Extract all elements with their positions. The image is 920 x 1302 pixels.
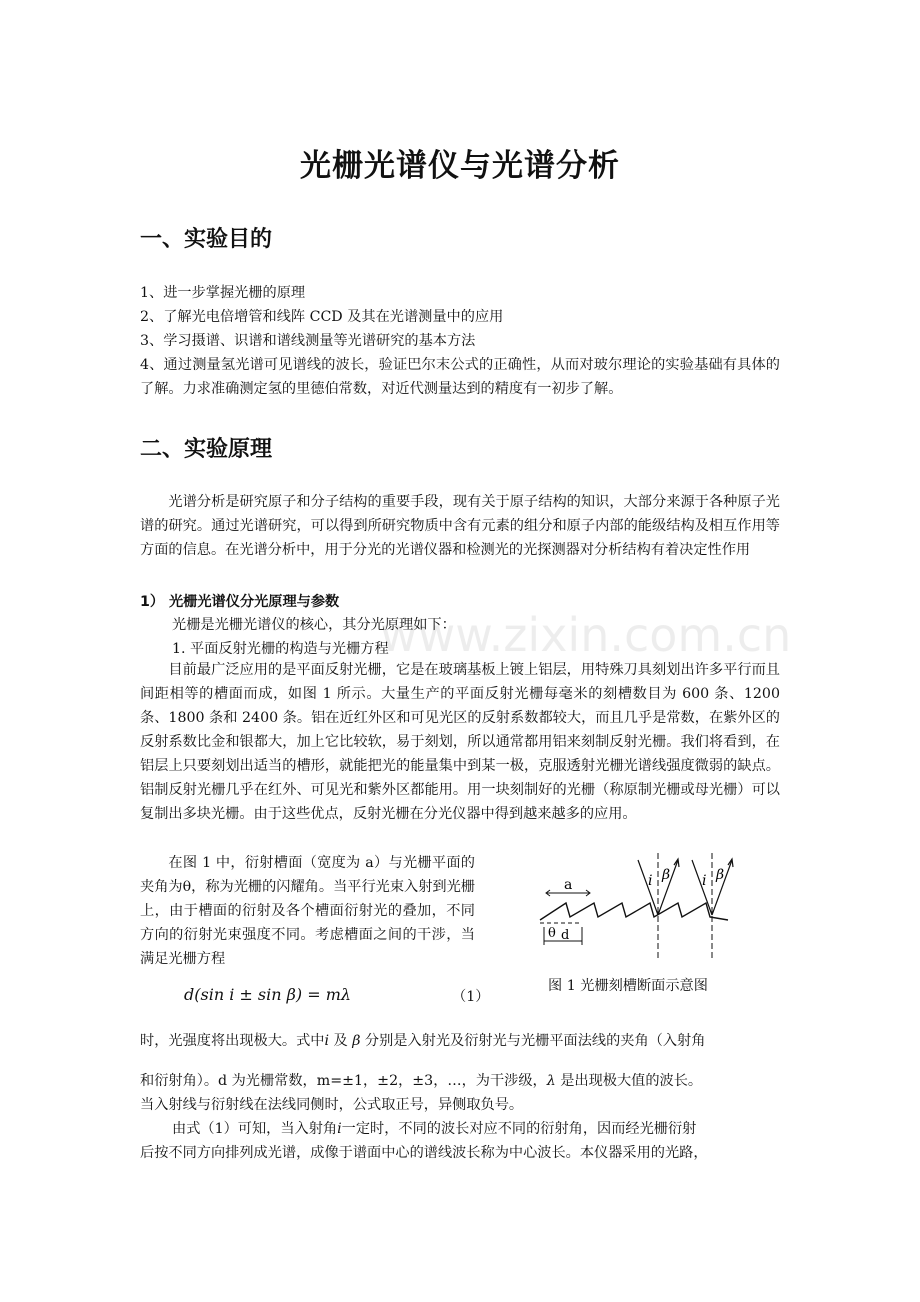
grating-equation: d(sin i ± sin β) = mλ <box>184 985 351 1004</box>
grating-description-paragraph: 目前最广泛应用的是平面反射光栅，它是在玻璃基板上镀上铝层，用特殊刀具刻划出许多平行而且间距相等的槽面而成，如图 1 所示。大量生产的平面反射光栅每毫米的刻槽数目为 600 条、1200 条、1800 条和 2400 条。铝在近红外区和可见光区的反射系数都较大，而且几乎是常数，在紫外区的反射系数比金和银都大，加上它比较软，易于刻划，所以通常都用铝来刻制反射光栅。我们将看到，在铝层上只要刻划出适当的槽形，就能把光的能量集中到某一极，克服透射光栅光谱线强度微弱的缺点。铝制反射光栅几乎在红外、可见光和紫外区都能用。用一块刻制好的光栅（称原制光栅或母光栅）可以复制出多块光栅。由于这些优点，反射光栅在分光仪器中得到越来越多的应用。 <box>140 662 780 822</box>
section-heading-principle: 二、实验原理 <box>140 437 273 462</box>
grating-core-line: 光栅是光栅光谱仪的核心，其分光原理如下： <box>172 617 456 633</box>
label-beta-1: β <box>662 867 671 883</box>
label-a: a <box>564 877 573 893</box>
label-i-1: i <box>648 873 653 889</box>
figure-description-paragraph: 在图 1 中，衍射槽面（宽度为 a）与光栅平面的夹角为θ，称为光栅的闪耀角。当平行光束入射到光栅上，由于槽面的衍射及各个槽面衍射光的叠加，不同方向的衍射光束强度不同。考虑槽面之间的干涉，当满足光栅方程 <box>140 855 475 967</box>
purpose-item-4: 4、通过测量氢光谱可见谱线的波长，验证巴尔末公式的正确性，从而对玻尔理论的实验基础有具体的了解。力求准确测定氢的里德伯常数，对近代测量达到的精度有一初步了解。 <box>140 357 780 397</box>
label-d: d <box>561 928 570 943</box>
label-beta-2: β <box>716 867 725 883</box>
last-paragraph-line-1: 由式（1）可知，当入射角i一定时，不同的波长对应不同的衍射角，因而经光栅衍射 <box>172 1121 697 1137</box>
watermark-text: www.zixin.com.cn <box>380 608 792 662</box>
equation-explanation-line-3: 当入射线与衍射线在法线同侧时，公式取正号，异侧取负号。 <box>140 1097 524 1113</box>
document-title: 光栅光谱仪与光谱分析 <box>300 148 620 184</box>
principle-intro-paragraph: 光谱分析是研究原子和分子结构的重要手段，现有关于原子结构的知识，大部分来源于各种原子光谱的研究。通过光谱研究，可以得到所研究物质中含有元素的组分和原子内部的能级结构及相互作用等方面的信息。在光谱分析中，用于分光的光谱仪器和检测光的光探测器对分析结构有着决定性作用 <box>140 494 780 558</box>
equation-number: （1） <box>452 989 490 1005</box>
equation-explanation-line-1: 时，光强度将出现极大。式中i 及 β 分别是入射光及衍射光与光栅平面法线的夹角（入射角 <box>140 1033 706 1049</box>
grating-groove-diagram <box>528 845 743 965</box>
section-heading-purpose: 一、实验目的 <box>140 227 273 252</box>
purpose-item-1: 1、进一步掌握光栅的原理 <box>140 285 306 301</box>
purpose-item-3: 3、学习摄谱、识谱和谱线测量等光谱研究的基本方法 <box>140 333 476 349</box>
grating-structure-heading: 1. 平面反射光栅的构造与光栅方程 <box>172 641 389 657</box>
grating-profile <box>540 903 728 920</box>
figure-caption: 图 1 光栅刻槽断面示意图 <box>548 978 708 994</box>
equation-explanation-line-2: 和衍射角）。d 为光栅常数，m=±1，±2，±3，…，为干涉级，λ 是出现极大值的波长。 <box>140 1073 703 1089</box>
label-theta: θ <box>548 926 556 941</box>
subsection-heading-grating: 1） 光栅光谱仪分光原理与参数 <box>140 594 340 610</box>
purpose-item-2: 2、了解光电倍增管和线阵 CCD 及其在光谱测量中的应用 <box>140 309 504 325</box>
last-paragraph-line-2: 后按不同方向排列成光谱，成像于谱面中心的谱线波长称为中心波长。本仪器采用的光路， <box>140 1145 708 1161</box>
label-i-2: i <box>702 873 707 889</box>
